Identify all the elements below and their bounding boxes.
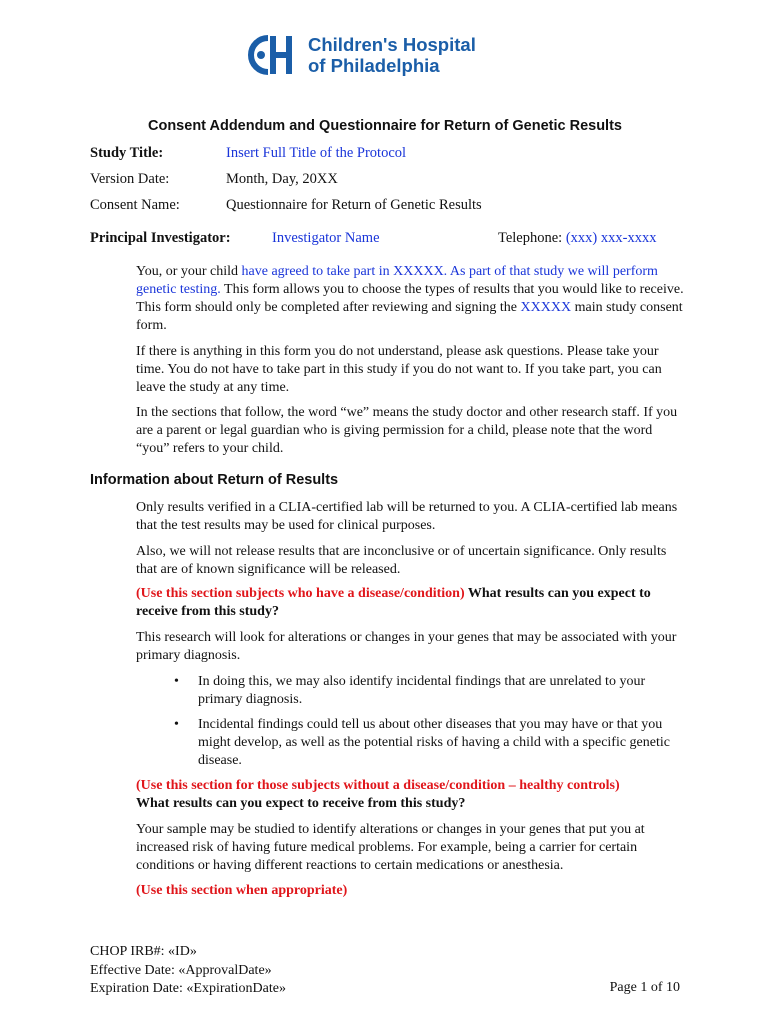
- significance-paragraph: Also, we will not release results that are inconclusive or of uncertain significance. Only results that are of known significance will be released.: [136, 544, 667, 577]
- bullet-icon: •: [174, 674, 179, 689]
- pi-value: Investigator Name: [272, 230, 380, 246]
- telephone-label: Telephone:: [498, 230, 566, 246]
- clia-paragraph: Only results verified in a CLIA-certified lab will be returned to you. A CLIA-certified lab means that the test results may be used for clinical purposes.: [136, 500, 678, 533]
- version-date-value: Month, Day, 20XX: [226, 171, 338, 187]
- telephone: [498, 230, 656, 247]
- version-date-label: Version Date:: [90, 171, 170, 187]
- telephone-value: (xxx) xxx-xxxx: [565, 230, 657, 246]
- intro-paragraph-2: If there is anything in this form you do not understand, please ask questions. Please take your time. You do not have to take part in this study if you do not want to. If you take part, you can leave the study at any time.: [136, 344, 662, 395]
- disease-question: [136, 585, 686, 621]
- bullet-icon: •: [174, 717, 179, 732]
- healthy-instruction: (Use this section for those subjects without a disease/condition – healthy controls): [136, 778, 620, 793]
- chop-logo: [246, 30, 476, 80]
- intro-paragraph-3: In the sections that follow, the word “we” means the study doctor and other research staff. If you are a parent or legal guardian who is giving permission for a child, please note that the word “you” refers to your child.: [136, 405, 678, 456]
- healthy-question-text: What results can you expect to receive from this study?: [136, 796, 466, 811]
- logo-line-1: Children's Hospital: [308, 34, 476, 55]
- disease-paragraph: This research will look for alterations or changes in your genes that may be associated with your primary diagnosis.: [136, 630, 677, 663]
- intro-highlight: have agreed to take part in XXXXX. As part of that study we will perform genetic testing.: [136, 264, 658, 297]
- pi-label: Principal Investigator:: [90, 230, 231, 246]
- irb-number: CHOP IRB#: «ID»: [90, 944, 197, 959]
- study-title-label: Study Title:: [90, 145, 164, 161]
- study-title-value: Insert Full Title of the Protocol: [226, 145, 407, 161]
- page-number: Page 1 of 10: [609, 980, 680, 995]
- intro-paragraph-1: [136, 263, 686, 335]
- appropriate-instruction: (Use this section when appropriate): [136, 883, 348, 898]
- healthy-question: [136, 777, 686, 813]
- intro-text: This form allows you to choose the types of results that you would like to receive. This form should only be completed after reviewing and signing the: [136, 282, 684, 315]
- list-item-text: In doing this, we may also identify incidental findings that are unrelated to your primary diagnosis.: [198, 674, 646, 707]
- logo-wordmark: [308, 34, 476, 76]
- chop-logo-icon: [246, 30, 298, 80]
- effective-date: Effective Date: «ApprovalDate»: [90, 962, 272, 978]
- disease-question-text: What results can you expect to receive from this study?: [136, 586, 651, 619]
- healthy-paragraph: Your sample may be studied to identify alterations or changes in your genes that put you at increased risk of having future medical problems. For example, being a carrier for certain conditions or having different reactions to certain medications or anesthesia.: [136, 822, 645, 873]
- disease-instruction: (Use this section subjects who have a disease/condition): [136, 586, 465, 601]
- consent-name-value: Questionnaire for Return of Genetic Results: [226, 197, 482, 213]
- list-item-text: Incidental findings could tell us about other diseases that you may have or that you might develop, as well as the potential risks of having a child with a specific genetic disease.: [198, 717, 670, 768]
- section-heading: Information about Return of Results: [90, 472, 339, 488]
- intro-text: You, or your child: [136, 264, 242, 279]
- footer: [90, 943, 286, 999]
- logo-line-2: of Philadelphia: [308, 55, 440, 76]
- expiration-date: Expiration Date: «ExpirationDate»: [90, 981, 286, 996]
- intro-text: main study consent form.: [136, 300, 683, 333]
- document-title: Consent Addendum and Questionnaire for Return of Genetic Results: [148, 118, 622, 134]
- study-placeholder: XXXXX: [520, 300, 572, 315]
- consent-name-label: Consent Name:: [90, 197, 180, 213]
